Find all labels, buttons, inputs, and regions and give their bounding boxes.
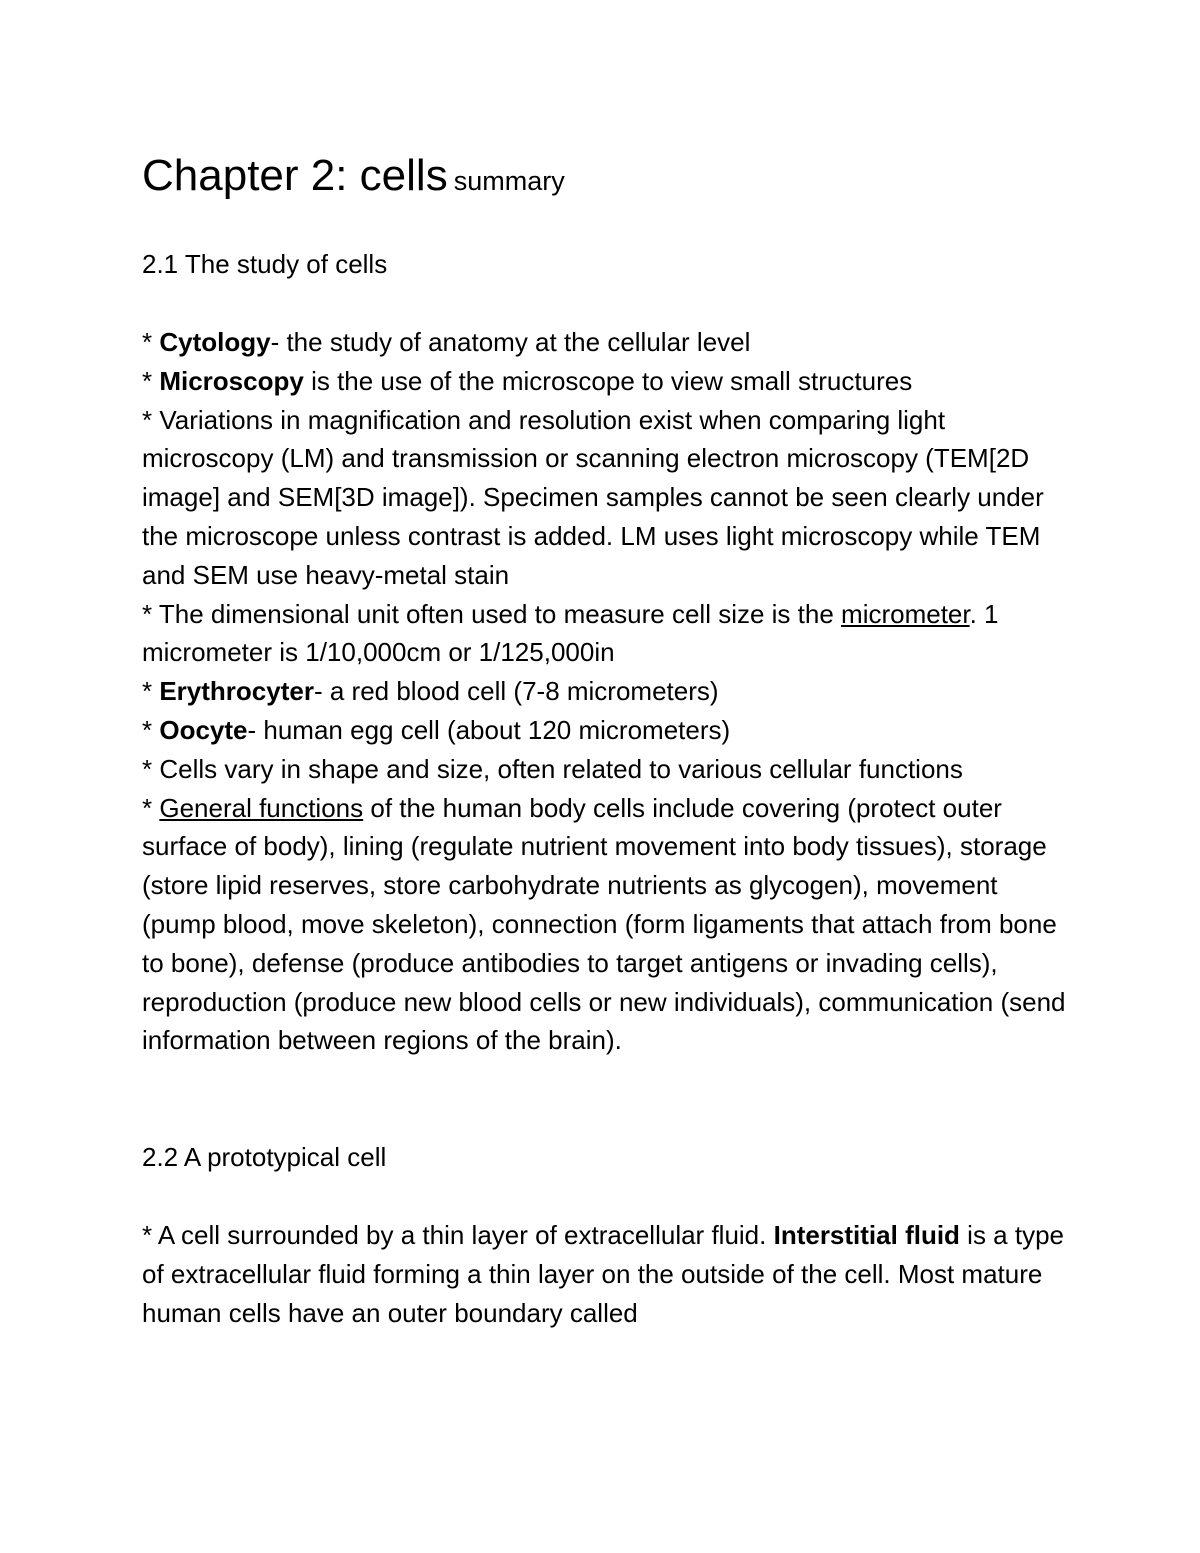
- paragraph-text: Variations in magnification and resolution exist when comparing light microscopy (LM) and transmission or scanning electron microscopy (TEM[2D image] and SEM[3D image]). Specimen samples cannot be seen clearly under the microscope unless contrast is added. LM uses light microscopy while TEM and SEM use heavy-metal stain: [142, 404, 1044, 590]
- paragraph-dimensional-unit: [142, 595, 1072, 673]
- document-page: [142, 148, 1072, 1333]
- bullet-marker: *: [142, 598, 159, 629]
- term-interstitial-fluid: Interstitial fluid: [773, 1220, 960, 1251]
- bullet-marker: *: [142, 714, 160, 745]
- bullet-marker: *: [142, 327, 160, 357]
- paragraph-variations: [142, 401, 1072, 595]
- paragraph-text: is a type of extracellular fluid forming a thin layer on the outside of the cell. Most mature human cells have an outer boundary called: [142, 1220, 1064, 1328]
- bullet-marker: *: [142, 753, 160, 784]
- paragraph-general-functions: [142, 789, 1072, 1061]
- paragraph-text: The dimensional unit often used to measure cell size is the: [158, 598, 842, 629]
- section-heading-2-2: 2.2 A prototypical cell: [142, 1142, 387, 1173]
- term-general-functions: General functions: [159, 792, 364, 823]
- bullet-marker: *: [142, 676, 160, 707]
- paragraph-text: - the study of anatomy at the cellular level: [270, 327, 751, 357]
- bullet-marker: *: [142, 792, 160, 823]
- paragraph-cell-variation: [142, 750, 1072, 789]
- term-erythrocyter: Erythrocyter: [159, 676, 314, 707]
- paragraph-text: A cell surrounded by a thin layer of extracellular fluid.: [157, 1220, 774, 1251]
- term-microscopy: Microscopy: [159, 365, 304, 396]
- paragraph-text: of the human body cells include covering (protect outer surface of body), lining (regulate nutrient movement into body tissues), storage (store lipid reserves, store carbohydrate nutrients as glycogen), movement (pump blood, move skeleton), connection (form ligaments that attach from bone to bone), defense (produce antibodies to target antigens or invading cells), reproduction (produce new blood cells or new individuals), communication (send information between regions of the brain).: [142, 792, 1066, 1056]
- title-subtitle: summary: [453, 166, 565, 196]
- paragraph-microscopy: [142, 362, 1072, 401]
- paragraph-erythrocyter: [142, 672, 1072, 711]
- bullet-marker: *: [142, 365, 160, 396]
- paragraph-oocyte: [142, 711, 1072, 750]
- paragraph-text: - a red blood cell (7-8 micrometers): [313, 676, 719, 707]
- page-title: [142, 148, 1072, 204]
- term-oocyte: Oocyte: [159, 714, 248, 745]
- term-cytology: Cytology: [159, 327, 271, 357]
- paragraph-cytology: [142, 323, 1072, 362]
- paragraph-text: is the use of the microscope to view small structures: [303, 365, 913, 396]
- bullet-marker: *: [142, 404, 160, 435]
- paragraph-text: . 1 micrometer is 1/10,000cm or 1/125,000in: [142, 598, 999, 668]
- term-micrometer: micrometer: [841, 598, 970, 629]
- section-heading-2-1: 2.1 The study of cells: [142, 249, 388, 279]
- paragraph-text: - human egg cell (about 120 micrometers): [247, 714, 731, 745]
- bullet-marker: *: [142, 1220, 158, 1251]
- paragraph-text: Cells vary in shape and size, often related to various cellular functions: [159, 753, 963, 784]
- paragraph-extracellular-fluid: [142, 1216, 1072, 1332]
- title-main: Chapter 2: cells: [142, 151, 448, 200]
